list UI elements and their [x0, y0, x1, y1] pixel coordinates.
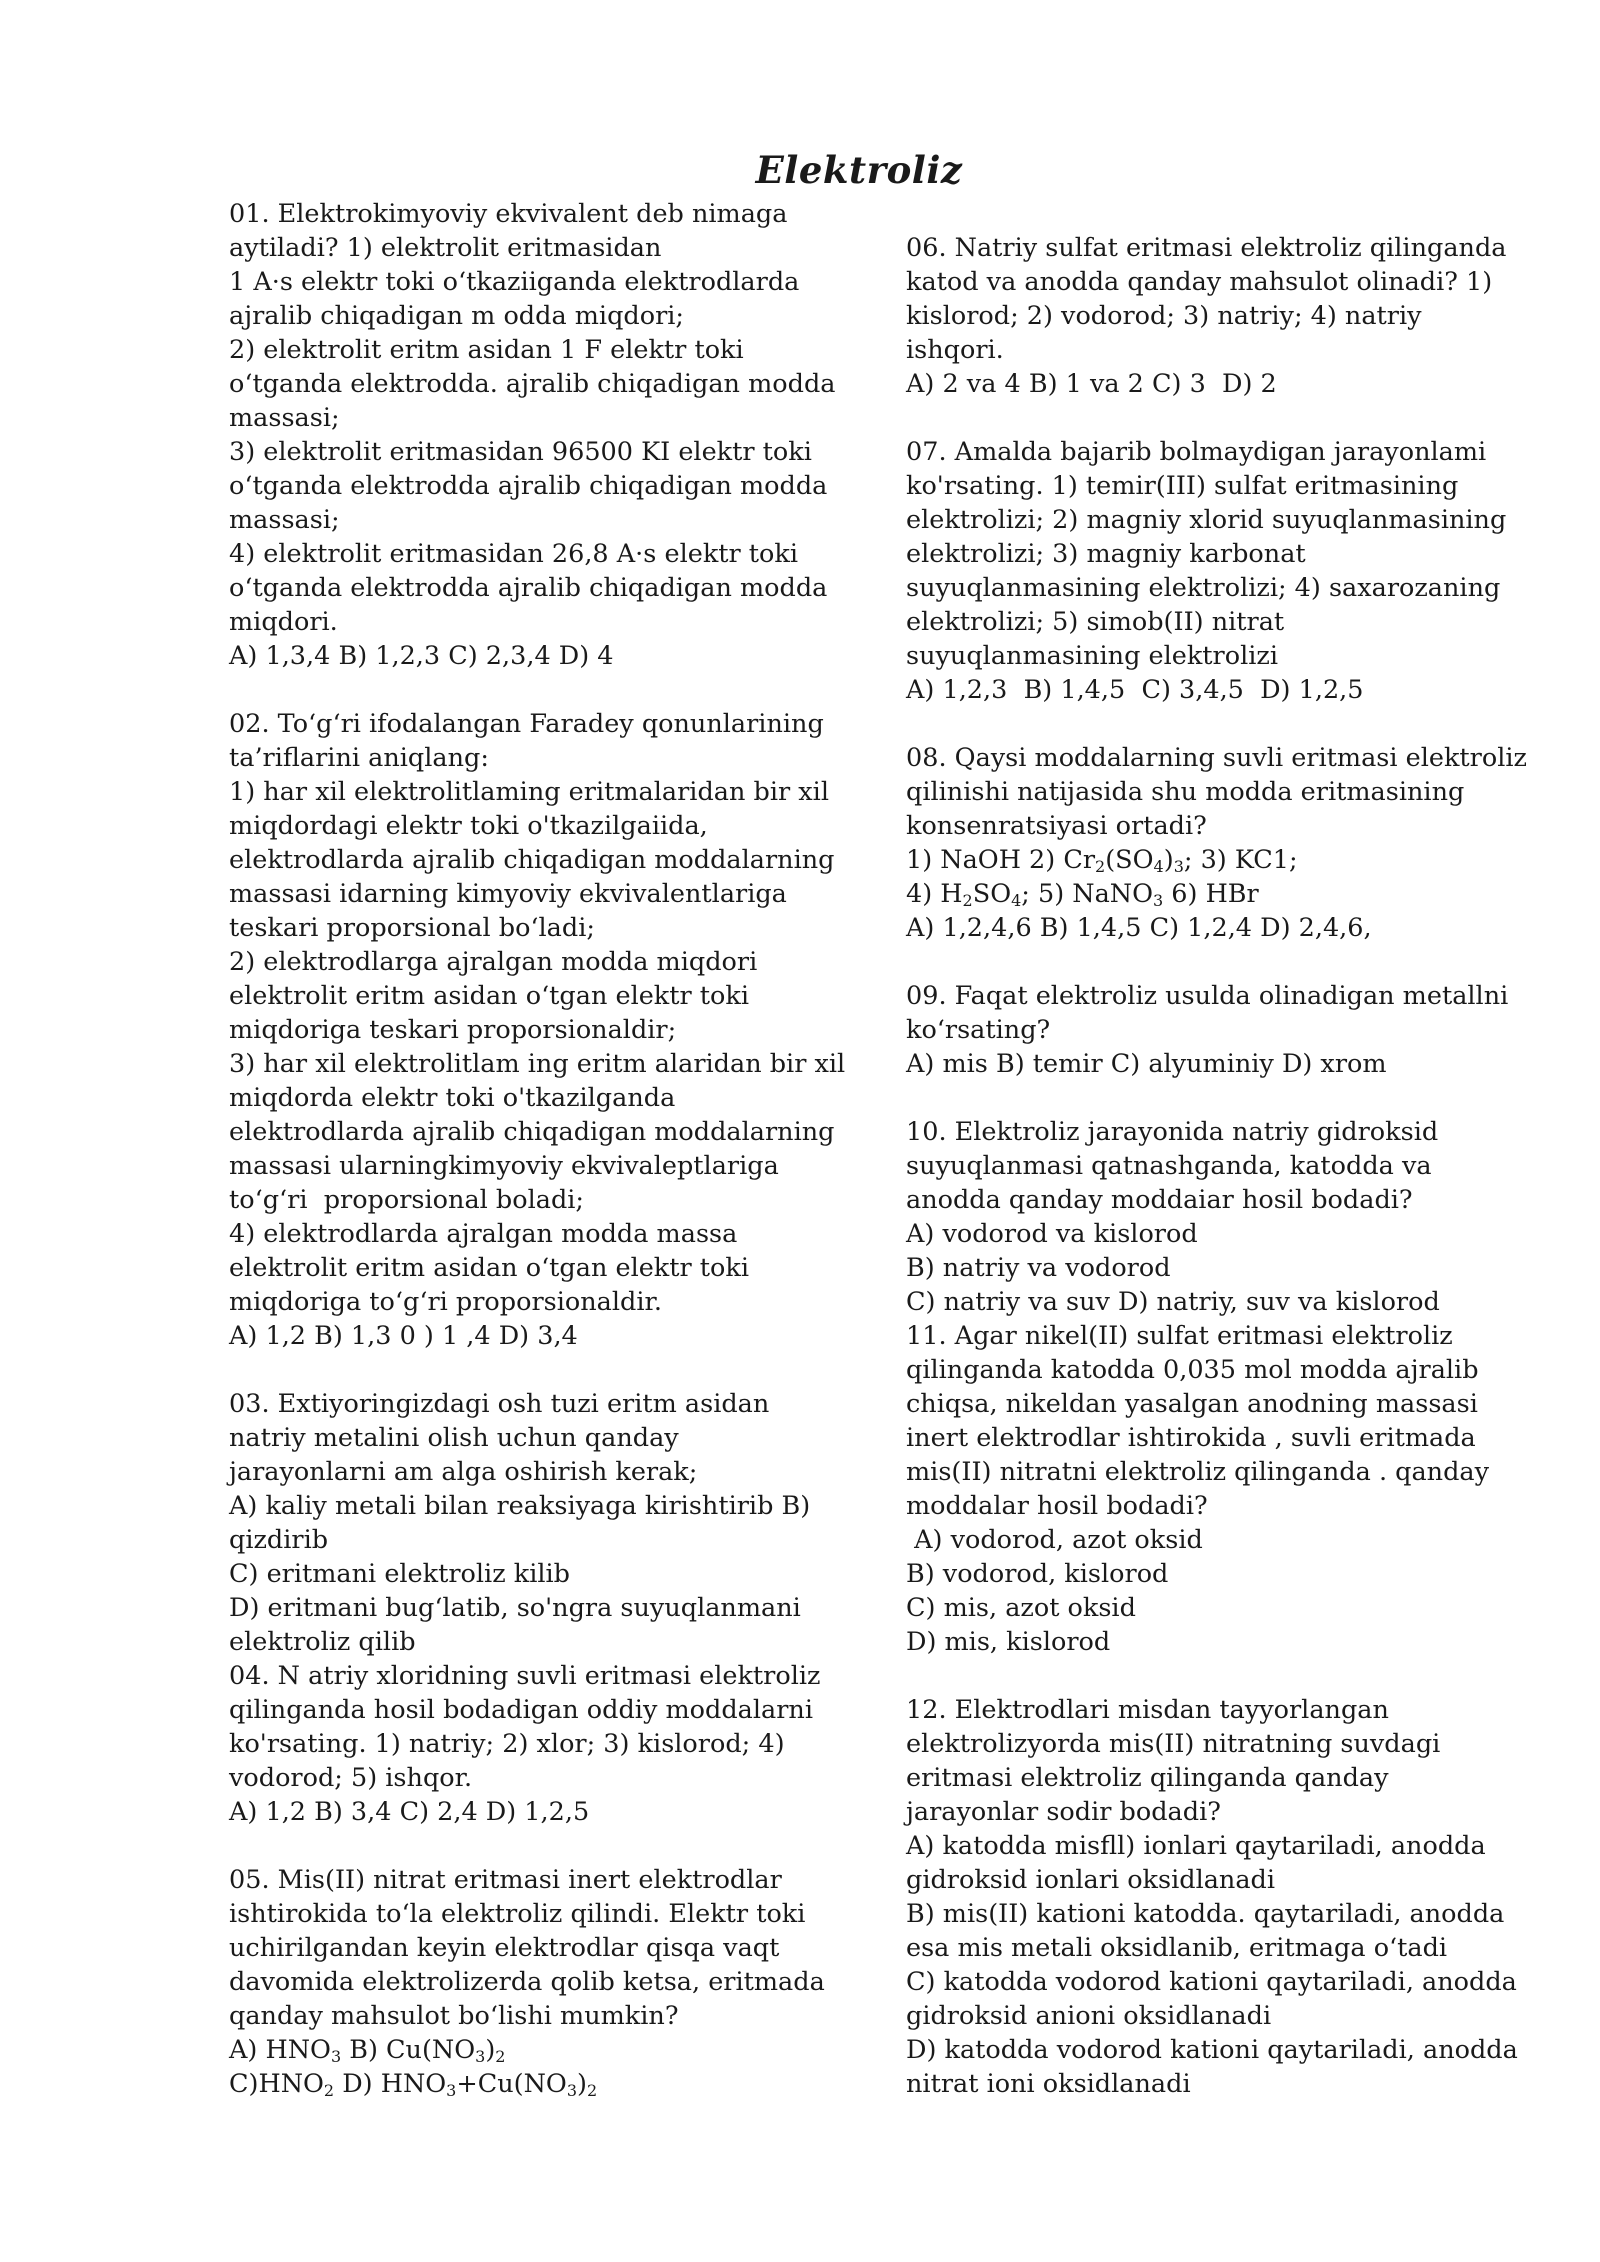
right-column [906, 231, 1527, 2135]
question-07-line: elektrolizi; 2) magniy xlorid suyuqlanmasining [906, 505, 1507, 535]
question-04-line: qilinganda hosil bodadigan oddiy moddalarni [229, 1695, 813, 1725]
question-12-answer-option: esa mis metali oksidlanib, eritmaga o‘tadi [906, 1933, 1448, 1963]
question-04 [229, 1659, 839, 1829]
question-08-formula-line [906, 877, 1506, 911]
formula-text: ) [1163, 845, 1174, 875]
question-12-answer-option: gidroksid ionlari oksidlanadi [906, 1865, 1276, 1895]
question-07-line: suyuqlanmasining elektrolizi [906, 641, 1278, 671]
question-01-line: aytiladi? 1) elektrolit eritmasidan [229, 233, 662, 263]
question-05-line: qanday mahsulot bo‘lishi mumkin? [229, 2001, 679, 2031]
formula-subscript: 4 [1153, 857, 1164, 876]
question-07-line: suyuqlanmasining elektrolizi; 4) saxarozaning [906, 573, 1501, 603]
question-03-line: elektroliz qilib [229, 1627, 416, 1657]
formula-text: SO [972, 879, 1012, 909]
question-11-line: mis(II) nitratni elektroliz qilinganda . qanday [906, 1457, 1490, 1487]
question-01 [229, 197, 839, 673]
question-01-line: miqdori. [229, 607, 338, 637]
question-01-line: ajralib chiqadigan m odda miqdori; [229, 301, 685, 331]
formula-text: B) Cu(NO [341, 2035, 476, 2065]
question-12-line: jarayonlar sodir bodadi? [906, 1797, 1221, 1827]
question-06-line: katod va anodda qanday mahsulot olinadi? 1) [906, 267, 1493, 297]
question-05-line: uchirilgandan keyin elektrodlar qisqa vaqt [229, 1933, 780, 1963]
question-02-line: elektrodlarda ajralib chiqadigan moddalarning [229, 1117, 835, 1147]
formula-text: C)HNO [229, 2069, 324, 2099]
question-12-answer-option: gidroksid anioni oksidlanadi [906, 2001, 1272, 2031]
question-12 [906, 1693, 1518, 2101]
question-05-answer-options [229, 2067, 839, 2101]
question-05-line: davomida elektrolizerda qolib ketsa, eritmada [229, 1967, 825, 1997]
question-12-answer-option: B) mis(II) kationi katodda. qaytariladi, anodda [906, 1899, 1505, 1929]
question-06-line: ishqori. [906, 335, 1004, 365]
question-01-line: 3) elektrolit eritmasidan 96500 KI elektr toki [229, 437, 812, 467]
question-06-answer-options: A) 2 va 4 B) 1 va 2 C) 3 D) 2 [906, 369, 1277, 399]
formula-subscript: 3 [330, 2047, 342, 2066]
question-01-line: o‘tganda elektrodda. ajralib chiqadigan modda [229, 369, 836, 399]
question-12-answer-option: C) katodda vodorod kationi qaytariladi, anodda [906, 1967, 1517, 1997]
formula-subscript: 3 [475, 2047, 486, 2066]
formula-text: ) [485, 2035, 496, 2065]
question-07 [906, 435, 1506, 707]
question-10-answer-option: A) vodorod va kislorod [906, 1219, 1198, 1249]
question-02 [229, 707, 846, 1353]
question-07-answer-options: A) 1,2,3 B) 1,4,5 C) 3,4,5 D) 1,2,5 [906, 675, 1364, 705]
formula-subscript: 3 [1153, 891, 1164, 910]
question-10-line: anodda qanday moddaiar hosil bodadi? [906, 1185, 1413, 1215]
question-09-line: ko‘rsating? [906, 1015, 1051, 1045]
question-03-line: natriy metalini olish uchun qanday [229, 1423, 679, 1453]
formula-text: ; 3) KC1; [1183, 845, 1298, 875]
question-08-line: qilinishi natijasida shu modda eritmasining [906, 777, 1465, 807]
question-03-line: qizdirib [229, 1525, 329, 1555]
page-title: Elektroliz [755, 148, 963, 192]
question-12-answer-option: nitrat ioni oksidlanadi [906, 2069, 1191, 2099]
question-02-line: miqdoriga teskari proporsionaldir; [229, 1015, 677, 1045]
question-08-line: 08. Qaysi moddalarning suvli eritmasi elektroliz [906, 743, 1527, 773]
question-07-line: ko'rsating. 1) temir(III) sulfat eritmasining [906, 471, 1459, 501]
question-02-line: 2) elektrodlarga ajralgan modda miqdori [229, 947, 758, 977]
question-05 [229, 1863, 839, 2101]
formula-text: 1) NaOH 2) Cr [906, 845, 1096, 875]
formula-text: 4) H [906, 879, 963, 909]
question-02-line: ta’riflarini aniqlang: [229, 743, 489, 773]
question-02-line: 3) har xil elektrolitlam ing eritm alaridan bir xil [229, 1049, 846, 1079]
question-03-line: C) eritmani elektroliz kilib [229, 1559, 570, 1589]
question-02-line: elektrolit eritm asidan o‘tgan elektr toki [229, 1253, 750, 1283]
question-04-line: 04. N atriy xloridning suvli eritmasi elektroliz [229, 1661, 821, 1691]
question-06 [906, 231, 1506, 401]
question-01-line: 2) elektrolit eritm asidan 1 F elektr toki [229, 335, 744, 365]
question-01-line: massasi; [229, 403, 340, 433]
question-01-line: 01. Elektrokimyoviy ekvivalent deb nimaga [229, 199, 788, 229]
question-03-line: D) eritmani bug‘latib, so'ngra suyuqlanmani [229, 1593, 801, 1623]
formula-text: ) [577, 2069, 587, 2099]
question-10 [906, 1115, 1506, 1319]
question-03-line: 03. Extiyoringizdagi osh tuzi eritm asidan [229, 1389, 770, 1419]
question-11-line: 11. Agar nikel(II) sulfat eritmasi elektroliz [906, 1321, 1453, 1351]
question-02-line: miqdoriga to‘g‘ri proporsionaldir. [229, 1287, 662, 1317]
question-06-line: 06. Natriy sulfat eritmasi elektroliz qilinganda [906, 233, 1507, 263]
question-05-line: 05. Mis(II) nitrat eritmasi inert elektrodlar [229, 1865, 782, 1895]
question-10-line: 10. Elektroliz jarayonida natriy gidroksid [906, 1117, 1439, 1147]
formula-subscript: 2 [495, 2047, 506, 2066]
question-04-line: ko'rsating. 1) natriy; 2) xlor; 3) kislorod; 4) [229, 1729, 785, 1759]
question-03-line: A) kaliy metali bilan reaksiyaga kirishtirib B) [229, 1491, 811, 1521]
question-02-line: elektrodlarda ajralib chiqadigan moddalarning [229, 845, 835, 875]
question-12-answer-option: A) katodda misfll) ionlari qaytariladi, anodda [906, 1831, 1486, 1861]
question-10-answer-option: C) natriy va suv D) natriy, suv va kislorod [906, 1287, 1440, 1317]
formula-text: D) HNO [334, 2069, 447, 2099]
question-11-answer-option: C) mis, azot oksid [906, 1593, 1136, 1623]
question-10-line: suyuqlanmasi qatnashganda, katodda va [906, 1151, 1432, 1181]
question-02-line: 4) elektrodlarda ajralgan modda massa [229, 1219, 738, 1249]
question-11-answer-option: D) mis, kislorod [906, 1627, 1111, 1657]
question-01-line: o‘tganda elektrodda ajralib chiqadigan modda [229, 573, 828, 603]
question-07-line: elektrolizi; 3) magniy karbonat [906, 539, 1306, 569]
question-05-answer-options [229, 2033, 839, 2067]
question-08-line: konsenratsiyasi ortadi? [906, 811, 1207, 841]
formula-subscript: 3 [1173, 857, 1184, 876]
question-11-answer-option: B) vodorod, kislorod [906, 1559, 1169, 1589]
question-11-line: qilinganda katodda 0,035 mol modda ajralib [906, 1355, 1479, 1385]
question-09-answer-options: A) mis B) temir C) alyuminiy D) xrom [906, 1049, 1387, 1079]
question-02-line: elektrolit eritm asidan o‘tgan elektr toki [229, 981, 750, 1011]
question-02-answer-options: A) 1,2 B) 1,3 0 ) 1 ,4 D) 3,4 [229, 1321, 578, 1351]
question-09-line: 09. Faqat elektroliz usulda olinadigan metallni [906, 981, 1509, 1011]
question-02-line: miqdordagi elektr toki o'tkazilgaiida, [229, 811, 708, 841]
question-08-answer-options: A) 1,2,4,6 B) 1,4,5 C) 1,2,4 D) 2,4,6, [906, 913, 1372, 943]
formula-subscript: 4 [1011, 891, 1022, 910]
question-11-line: inert elektrodlar ishtirokida , suvli eritmada [906, 1423, 1476, 1453]
question-03-line: jarayonlarni am alga oshirish kerak; [229, 1457, 698, 1487]
formula-text: A) HNO [229, 2035, 331, 2065]
formula-text: 6) HBr [1163, 879, 1259, 909]
question-01-line: 1 A·s elektr toki o‘tkaziiganda elektrodlarda [229, 267, 800, 297]
question-01-line: 4) elektrolit eritmasidan 26,8 A·s elektr toki [229, 539, 799, 569]
question-02-line: 1) har xil elektrolitlaming eritmalaridan bir xil [229, 777, 829, 807]
question-06-line: kislorod; 2) vodorod; 3) natriy; 4) natriy [906, 301, 1422, 331]
question-05-line: ishtirokida to‘la elektroliz qilindi. Elektr toki [229, 1899, 806, 1929]
question-04-answer-options: A) 1,2 B) 3,4 C) 2,4 D) 1,2,5 [229, 1797, 590, 1827]
question-08 [906, 741, 1527, 945]
question-11 [906, 1319, 1506, 1659]
question-03 [229, 1387, 839, 1659]
formula-subscript: 3 [566, 2081, 578, 2100]
question-12-line: eritmasi elektroliz qilinganda qanday [906, 1763, 1389, 1793]
question-10-answer-option: B) natriy va vodorod [906, 1253, 1171, 1283]
question-02-line: miqdorda elektr toki o'tkazilganda [229, 1083, 676, 1113]
question-02-line: massasi ularningkimyoviy ekvivaleptlariga [229, 1151, 779, 1181]
question-01-line: o‘tganda elektrodda ajralib chiqadigan modda [229, 471, 828, 501]
question-12-answer-option: D) katodda vodorod kationi qaytariladi, anodda [906, 2035, 1518, 2065]
question-07-line: elektrolizi; 5) simob(II) nitrat [906, 607, 1285, 637]
question-01-line: massasi; [229, 505, 340, 535]
question-11-line: moddalar hosil bodadi? [906, 1491, 1208, 1521]
question-11-line: chiqsa, nikeldan yasalgan anodning massasi [906, 1389, 1478, 1419]
question-12-line: 12. Elektrodlari misdan tayyorlangan [906, 1695, 1389, 1725]
question-09 [906, 979, 1509, 1081]
question-12-line: elektrolizyorda mis(II) nitratning suvdagi [906, 1729, 1441, 1759]
question-11-answer-option: A) vodorod, azot oksid [906, 1525, 1203, 1555]
formula-text: (SO [1105, 845, 1154, 875]
formula-text: +Cu(NO [456, 2069, 567, 2099]
formula-text: ; 5) NaNO [1021, 879, 1153, 909]
question-07-line: 07. Amalda bajarib bolmaydigan jarayonlami [906, 437, 1487, 467]
question-08-formula-line [906, 843, 1506, 877]
question-04-line: vodorod; 5) ishqor. [229, 1763, 473, 1793]
question-02-line: teskari proporsional bo‘ladi; [229, 913, 595, 943]
left-column [229, 197, 846, 2135]
question-02-line: to‘g‘ri proporsional boladi; [229, 1185, 585, 1215]
formula-subscript: 2 [323, 2081, 335, 2100]
question-02-line: massasi idarning kimyoviy ekvivalentlariga [229, 879, 787, 909]
formula-subscript: 2 [586, 2081, 598, 2100]
question-02-line: 02. To‘g‘ri ifodalangan Faradey qonunlarining [229, 709, 824, 739]
formula-subscript: 3 [446, 2081, 457, 2100]
question-01-answer-options: A) 1,3,4 B) 1,2,3 C) 2,3,4 D) 4 [229, 641, 614, 671]
formula-subscript: 2 [962, 891, 973, 910]
formula-subscript: 2 [1095, 857, 1106, 876]
